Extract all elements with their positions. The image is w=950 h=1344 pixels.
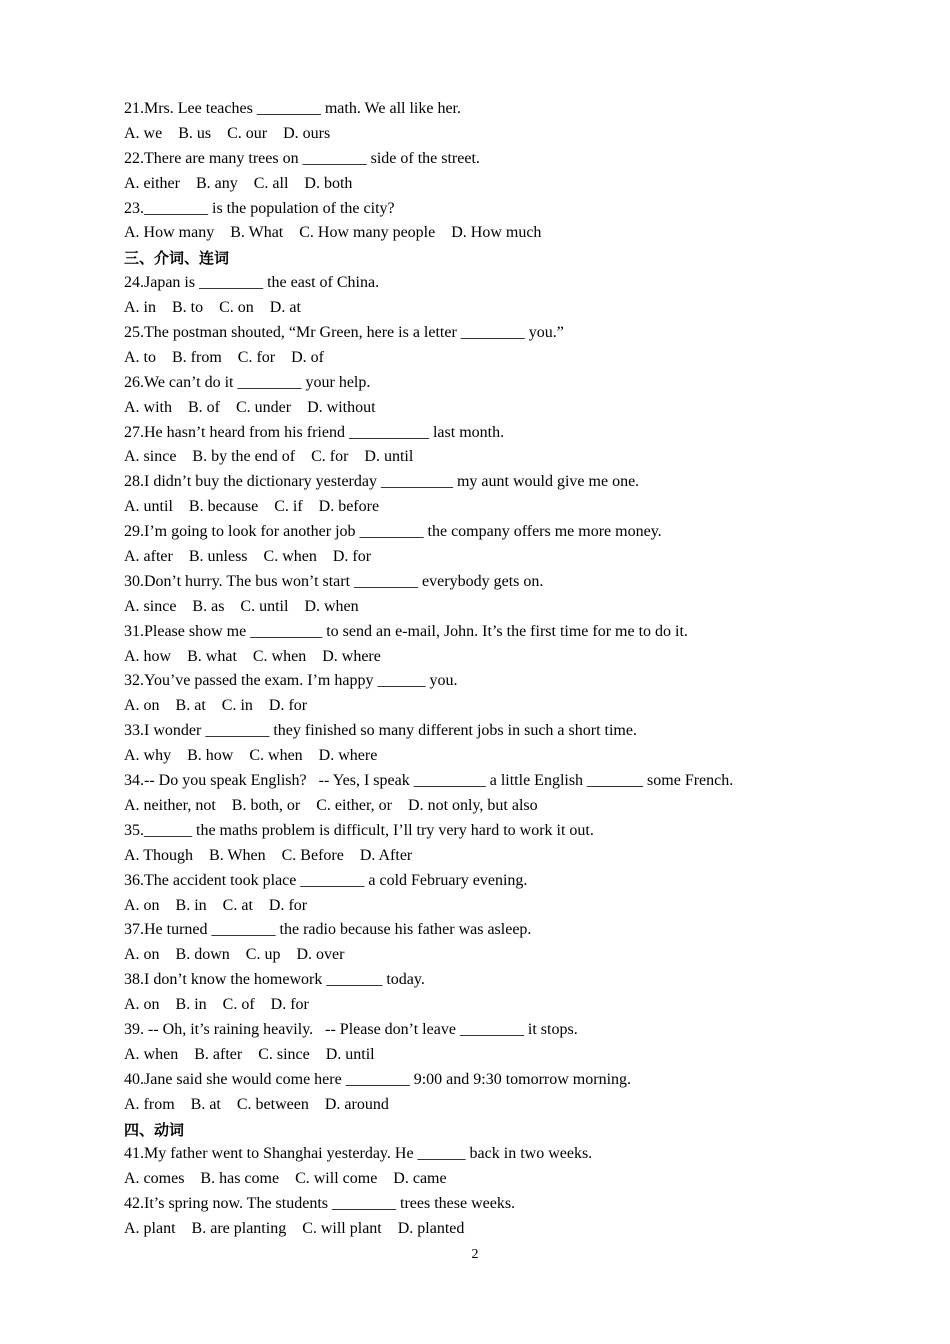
question-text: 40.Jane said she would come here ________ 9:00 and 9:30 tomorrow morning. (124, 1070, 632, 1088)
answer-options: A. until B. because C. if D. before (124, 498, 380, 516)
answer-options: A. How many B. What C. How many people D. How much (124, 224, 542, 242)
question-text: 35.______ the maths problem is difficult, I’ll try very hard to work it out. (124, 821, 594, 839)
answer-options: A. in B. to C. on D. at (124, 299, 301, 317)
answer-options: A. why B. how C. when D. where (124, 747, 378, 765)
answer-options: A. since B. by the end of C. for D. until (124, 448, 414, 466)
section-heading: 三、介词、连词 (124, 249, 230, 268)
question-text: 25.The postman shouted, “Mr Green, here is a letter ________ you.” (124, 324, 564, 342)
question-text: 23.________ is the population of the city? (124, 199, 395, 217)
question-text: 26.We can’t do it ________ your help. (124, 373, 371, 391)
answer-options: A. we B. us C. our D. ours (124, 124, 331, 142)
question-text: 39. -- Oh, it’s raining heavily. -- Please don’t leave ________ it stops. (124, 1020, 578, 1038)
question-text: 41.My father went to Shanghai yesterday. He ______ back in two weeks. (124, 1145, 593, 1163)
question-text: 38.I don’t know the homework _______ today. (124, 971, 425, 989)
page-number: 2 (471, 1247, 479, 1262)
answer-options: A. after B. unless C. when D. for (124, 548, 372, 566)
answer-options: A. either B. any C. all D. both (124, 174, 353, 192)
question-text: 31.Please show me _________ to send an e-mail, John. It’s the first time for me to do it. (124, 622, 688, 640)
answer-options: A. from B. at C. between D. around (124, 1095, 389, 1113)
answer-options: A. with B. of C. under D. without (124, 398, 376, 416)
answer-options: A. Though B. When C. Before D. After (124, 846, 413, 864)
question-text: 28.I didn’t buy the dictionary yesterday _________ my aunt would give me one. (124, 473, 640, 491)
answer-options: A. on B. in C. of D. for (124, 996, 309, 1014)
answer-options: A. plant B. are planting C. will plant D. planted (124, 1220, 465, 1238)
answer-options: A. since B. as C. until D. when (124, 597, 359, 615)
question-text: 30.Don’t hurry. The bus won’t start ________ everybody gets on. (124, 572, 544, 590)
question-text: 36.The accident took place ________ a cold February evening. (124, 871, 528, 889)
question-text: 33.I wonder ________ they finished so many different jobs in such a short time. (124, 722, 637, 740)
question-text: 24.Japan is ________ the east of China. (124, 274, 380, 292)
answer-options: A. neither, not B. both, or C. either, or D. not only, but also (124, 796, 538, 814)
question-text: 22.There are many trees on ________ side of the street. (124, 149, 480, 167)
answer-options: A. to B. from C. for D. of (124, 348, 324, 366)
question-text: 34.-- Do you speak English? -- Yes, I speak _________ a little English _______ some French. (124, 772, 734, 790)
answer-options: A. on B. in C. at D. for (124, 896, 308, 914)
question-text: 37.He turned ________ the radio because his father was asleep. (124, 921, 532, 939)
question-text: 27.He hasn’t heard from his friend __________ last month. (124, 423, 505, 441)
question-text: 32.You’ve passed the exam. I’m happy ______ you. (124, 672, 458, 690)
answer-options: A. when B. after C. since D. until (124, 1045, 375, 1063)
answer-options: A. how B. what C. when D. where (124, 647, 381, 665)
answer-options: A. comes B. has come C. will come D. came (124, 1170, 447, 1188)
question-list (124, 97, 824, 1242)
question-text: 21.Mrs. Lee teaches ________ math. We all like her. (124, 100, 461, 117)
question-text: 42.It’s spring now. The students ________ trees these weeks. (124, 1195, 516, 1213)
answer-options: A. on B. at C. in D. for (124, 697, 308, 715)
question-text: 29.I’m going to look for another job ________ the company offers me more money. (124, 523, 662, 541)
answer-options: A. on B. down C. up D. over (124, 946, 345, 964)
section-heading: 四、动词 (124, 1120, 185, 1139)
